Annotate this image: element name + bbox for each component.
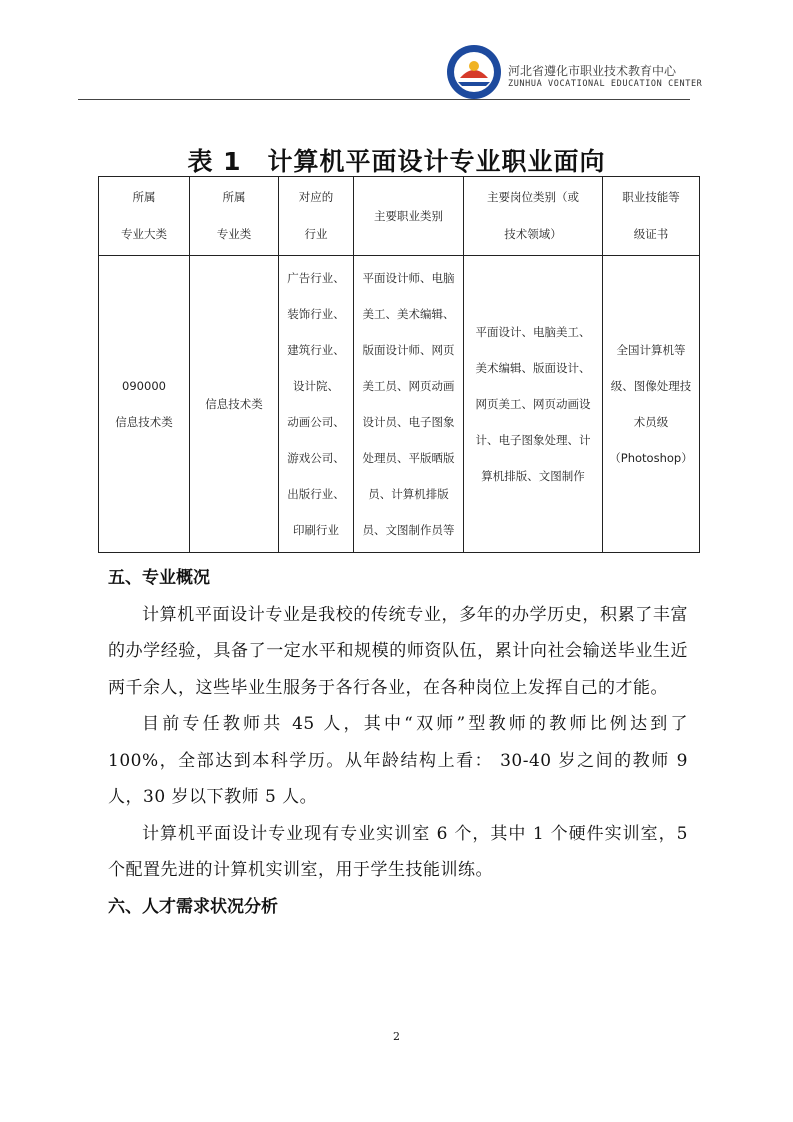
page-header: [78, 40, 703, 100]
cell-industries: [279, 256, 354, 553]
header-major-category: [99, 177, 190, 256]
cell-line: 全国计算机等: [616, 343, 686, 357]
organization-name-cn: 河北省遵化市职业技术教育中心: [508, 64, 677, 78]
page-number: 2: [393, 1030, 400, 1043]
header-position: [464, 177, 603, 256]
header-line: 专业大类: [121, 227, 167, 241]
table-row: [99, 256, 700, 553]
career-orientation-table: [98, 176, 700, 553]
cell-line: 员、计算机排版: [368, 487, 449, 501]
paragraph: 计算机平面设计专业现有专业实训室 6 个，其中 1 个硬件实训室，5 个配置先进的计算机实训室，用于学生技能训练。: [108, 823, 688, 880]
header-major-class: [190, 177, 279, 256]
paragraph: 目前专任教师共 45 人，其中“双师”型教师的教师比例达到了 100%，全部达到本科学历。从年龄结构上看： 30-40 岁之间的教师 9 人，30 岁以下教师 5 人。: [108, 714, 688, 807]
cell-line: 美术编辑、版面设计、: [475, 361, 591, 375]
cell-occupations: [354, 256, 464, 553]
cell-line: 网页美工、网页动画设: [475, 397, 591, 411]
paragraph: 计算机平面设计专业是我校的传统专业，多年的办学历史，积累了丰富的办学经验，具备了一定水平和规模的师资队伍，累计向社会输送毕业生近两千余人，这些毕业生服务于各行各业，在各种岗位上发挥自己的才能。: [108, 604, 688, 698]
cell-line: 美工、美术编辑、: [362, 307, 455, 321]
cell-line: 广告行业、: [287, 271, 345, 285]
section-heading-talent-demand: 六、人才需求状况分析: [108, 896, 278, 917]
cell-line: 设计员、电子图象: [362, 415, 455, 429]
section-heading-overview: 五、专业概况: [108, 568, 210, 588]
cell-line: 动画公司、: [287, 415, 345, 429]
cell-line: 版面设计师、网页: [362, 343, 455, 357]
cell-line: 090000: [122, 379, 166, 393]
header-line: 行业: [304, 227, 328, 241]
header-industry: [279, 177, 354, 256]
cell-line: 算机排版、文图制作: [481, 469, 585, 483]
header-line: 技术领域）: [504, 227, 562, 241]
header-line: 所属: [132, 190, 156, 204]
cell-line: 计、电子图象处理、计: [475, 433, 591, 447]
table-title: 表 1 计算机平面设计专业职业面向: [187, 147, 606, 176]
cell-line: 处理员、平版晒版: [362, 451, 455, 465]
cell-positions: [464, 256, 603, 553]
cell-major-class: [190, 256, 279, 553]
cell-line: 平面设计师、电脑: [362, 271, 455, 285]
cell-line: 建筑行业、: [287, 343, 345, 357]
cell-line: 美工员、网页动画: [362, 379, 455, 393]
cell-line: 员、文图制作员等: [362, 523, 455, 537]
header-certificate: [603, 177, 700, 256]
cell-line: 印刷行业: [293, 523, 339, 537]
cell-certificates: [603, 256, 700, 553]
school-emblem-icon: [446, 44, 502, 100]
cell-major-category: [99, 256, 190, 553]
cell-line: 出版行业、: [287, 487, 345, 501]
header-line: 对应的: [298, 190, 334, 204]
cell-line: 设计院、: [293, 379, 339, 393]
cell-line: 信息技术类: [115, 415, 173, 429]
cell-line: 术员级: [633, 415, 669, 429]
cell-line: 级、图像处理技: [610, 379, 692, 393]
header-line: 职业技能等: [622, 190, 680, 204]
cell-line: （Photoshop）: [609, 451, 693, 465]
cell-line: 装饰行业、: [287, 307, 345, 321]
header-divider: [78, 99, 690, 100]
header-line: 专业类: [216, 227, 252, 241]
organization-name-en: ZUNHUA VOCATIONAL EDUCATION CENTER: [508, 79, 703, 89]
cell-line: 信息技术类: [205, 397, 263, 411]
header-line: 主要职业类别: [374, 208, 443, 223]
header-occupation: [354, 177, 464, 256]
header-line: 所属: [222, 190, 246, 204]
header-line: 主要岗位类别（或: [487, 190, 579, 204]
table-header-row: [99, 177, 700, 256]
document-body: [108, 560, 688, 925]
header-line: 级证书: [633, 227, 669, 241]
cell-line: 游戏公司、: [287, 451, 345, 465]
cell-line: 平面设计、电脑美工、: [475, 325, 591, 339]
